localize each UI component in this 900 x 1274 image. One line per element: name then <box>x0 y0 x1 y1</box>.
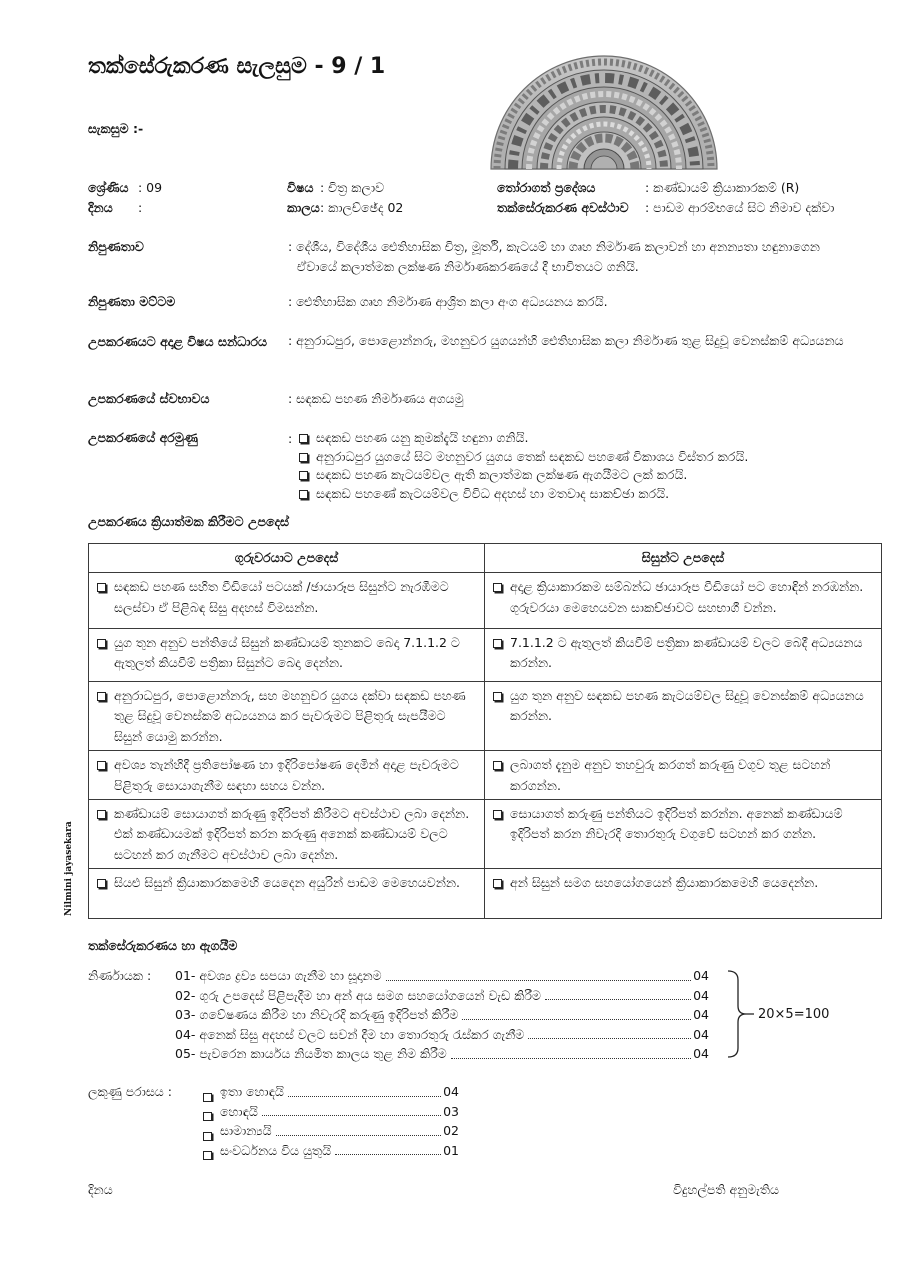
teacher-cell <box>89 628 485 681</box>
objective-text: සඳකඩ පහණේ කැටයම්වල විවිධ අදහස් හා මතවාද සාකච්ඡා කරයි. <box>316 485 670 501</box>
scale-row <box>203 1102 459 1122</box>
author-side-note: Nilmini jayasekara <box>64 821 74 917</box>
criterion-text: 03- ගවේෂණය කිරීම හා නිවැරදි කරුණු ඉදිරිපත් කිරීම <box>175 1007 459 1022</box>
scale-score: 01 <box>443 1142 459 1158</box>
dot-leader <box>386 980 692 981</box>
table-header-row <box>89 544 882 573</box>
student-cell <box>485 751 882 799</box>
dot-leader <box>262 1115 441 1116</box>
teacher-cell <box>89 573 485 628</box>
checkbox-icon <box>493 810 502 819</box>
checkbox-icon <box>299 471 308 480</box>
table-row <box>89 628 882 681</box>
criterion-score: 04 <box>693 1026 709 1042</box>
teacher-instruction-text: සඳකඩ පහණ සහිත වීඩියෝ පටයක් /ඡායාරූප සිසුන්ට නැරඹීමට සලස්වා ඒ පිළිබඳ සිසු අදහස් විමසන්න. <box>114 579 449 615</box>
table-row <box>89 681 882 750</box>
checkbox-icon <box>97 761 106 770</box>
criterion-score: 04 <box>693 987 709 1003</box>
scale-row <box>203 1141 459 1161</box>
brace-icon <box>726 968 754 1060</box>
student-instructions-header: සිසුන්ට උපදෙස් <box>485 544 882 573</box>
scale-score: 02 <box>443 1123 459 1138</box>
table-row <box>89 751 882 799</box>
footer-date-label: දිනය <box>88 1182 113 1197</box>
checkbox-icon <box>299 490 308 499</box>
dot-leader <box>528 1038 691 1039</box>
total-score: 20×5=100 <box>758 1007 830 1022</box>
tool-nature-value: : සඳකඩ පහණ නිර්මාණය අගයමු <box>288 391 464 406</box>
criterion-row <box>175 966 709 986</box>
student-instruction-text: යුග තුන අනුව සඳකඩ පහණ කැටයම්වල සිදුවූ වෙනස්කම් අධ්‍යයනය කරන්න. <box>510 687 864 724</box>
objective-text: සඳකඩ පහණ කැටයම්වල ඇති කලාත්මක ලක්ෂණ ඇගයීමට ලක් කරයි. <box>316 467 688 482</box>
checkbox-icon <box>97 639 106 648</box>
objectives-colon: : <box>288 431 293 446</box>
grade-value: : 09 <box>138 180 163 195</box>
competency-value: : දේශීය, විදේශීය ඓතිහාසික චිත්‍ර, මූර්ති, කැටයම් හා ගෘහ නිර්මාණ කලාවන් හා අනන්‍යතා හඳුනාගෙන ඒවායේ කලාත්මක ලක්ෂණ නිර්මාණකරණයේ දී භාවිතයට ගනියි. <box>288 239 820 274</box>
checkbox-icon <box>493 879 502 888</box>
teacher-instruction-text: අවශ්‍ය තැන්හිදී ප්‍රතිපෝෂණ හා ඉදිරිපෝෂණ දෙමින් අදාළ පැවරුමට පිළිතුරු සොයාගැනීම සඳහා සහය වන්න. <box>114 757 459 793</box>
criterion-text: 05- පැවරෙන කාර්යය නියමිත කාලය තුළ නිම කිරීම <box>175 1046 447 1061</box>
teacher-instruction-text: සියළු සිසුන් ක්‍රියාකාරකමෙහි යෙදෙන අයුරින් පාඩම මෙහෙයවන්න. <box>114 874 460 890</box>
subject-label: විෂය <box>287 180 314 195</box>
teacher-instruction-text: කණ්ඩායම් සොයාගත් කරුණු ඉදිරිපත් කිරීමට අවස්ථාව ලබා දෙන්න. එක් කණ්ඩායමක් ඉදිරිපත් කරන කරුණු අනෙක් කණ්ඩායම් වලට සටහන් කර ගැනීමට අවස්ථාව ලබා දෙන්න. <box>114 805 470 862</box>
assessment-stage-label: තක්සේරුකරණ අවස්ථාව <box>497 200 629 215</box>
dot-leader <box>462 1019 691 1020</box>
time-label: කාලය <box>287 200 320 215</box>
criterion-text: 04- අනෙක් සිසු අදහස් වලට සවන් දීම හා තොරතුරු රැස්කර ගැනීම <box>175 1026 525 1042</box>
student-cell <box>485 868 882 918</box>
evaluation-heading: තක්සේරුකරණය හා ඇගයීම <box>88 938 238 953</box>
criterion-score: 04 <box>693 1007 709 1022</box>
scale-score: 04 <box>443 1084 459 1099</box>
student-cell <box>485 799 882 868</box>
list-item <box>299 429 859 448</box>
competency-level-label: නිපුණතා මට්ටම <box>88 294 176 309</box>
teacher-cell <box>89 868 485 918</box>
table-row <box>89 868 882 918</box>
checkbox-icon <box>493 761 502 770</box>
list-item <box>299 485 859 504</box>
checkbox-icon <box>493 639 502 648</box>
instructions-heading: උපකරණය ක්‍රියාත්මක කිරීමට උපදෙස් <box>88 514 290 529</box>
table-row <box>89 573 882 628</box>
dot-leader <box>288 1096 441 1097</box>
criterion-text: 01- අවශ්‍ය ද්‍රව්‍ය සපයා ගැනීම හා සූදානම <box>175 968 382 983</box>
scale-text: හොඳයි <box>220 1103 258 1119</box>
criterion-row <box>175 986 709 1006</box>
selected-area-label: තෝරාගත් ප්‍රදේශය <box>497 180 596 195</box>
assessment-stage-value: : පාඩම ආරම්භයේ සිට නිමාව දක්වා <box>645 200 835 215</box>
scale-score: 03 <box>443 1103 459 1119</box>
checkbox-icon <box>299 434 308 443</box>
scale-row <box>203 1082 459 1102</box>
moonstone-image <box>487 54 721 170</box>
instructions-table <box>88 543 882 919</box>
prepared-by-label: සැකසුම :- <box>88 121 144 136</box>
tool-nature-label: උපකරණයේ ස්වභාවය <box>88 391 210 406</box>
checkbox-icon <box>493 692 502 701</box>
student-instruction-text: ලබාගත් දැනුම අනුව තහවුරු කරගත් කරුණු වගුව තුළ සටහන් කරගන්න. <box>510 757 831 793</box>
criterion-score: 04 <box>693 1046 709 1061</box>
grade-label: ශ්‍රේණිය <box>88 180 129 195</box>
list-item <box>299 466 859 485</box>
criteria-list <box>175 966 709 1062</box>
date-label: දිනය <box>88 200 113 215</box>
checkbox-icon <box>97 810 106 819</box>
criterion-score: 04 <box>693 968 709 983</box>
student-cell <box>485 681 882 750</box>
score-range-list <box>203 1082 459 1162</box>
competency-label: නිපුණතාව <box>88 239 144 254</box>
objective-text: සඳකඩ පහණ යනු කුමක්දැයි හඳුනා ගනියි. <box>316 430 529 445</box>
teacher-cell <box>89 799 485 868</box>
student-cell <box>485 573 882 628</box>
criterion-row <box>175 1025 709 1045</box>
scale-row <box>203 1121 459 1141</box>
checkbox-icon <box>203 1112 212 1121</box>
time-value: : කාලච්ඡේද 02 <box>320 200 404 215</box>
checkbox-icon <box>203 1151 212 1160</box>
dot-leader <box>335 1154 441 1155</box>
subject-value: : චිත්‍ර කලාව <box>320 180 385 195</box>
principal-approval-label: විදුහල්පති අනුමැතිය <box>673 1182 779 1197</box>
checkbox-icon <box>97 879 106 888</box>
subject-content-value: : අනුරාධපුර, පොළොන්නරු, මහනුවර යුගයන්හි ඓතිහාසික කලා නිර්මාණ තුළ සිදුවූ වෙනස්කම් අධ්‍යයනය <box>288 333 844 348</box>
criteria-label: නිර්ණායක : <box>88 968 152 983</box>
scale-text: සාමාන්‍යයි <box>220 1123 272 1138</box>
teacher-instruction-text: යුග තුන අනුව පන්තියේ සිසුන් කණ්ඩායම් තුනකට බෙදා 7.1.1.2 ට ඇතුලත් කියවීම් පත්‍රිකා සිසුන්ට බෙදා දෙන්න. <box>114 634 460 671</box>
student-instruction-text: 7.1.1.2 ට ඇතුලත් කියවීම් පත්‍රිකා කණ්ඩායම් වලට බෙදී අධ්‍යයනය කරන්න. <box>510 634 863 671</box>
objectives-label: උපකරණයේ අරමුණු <box>88 430 198 445</box>
dot-leader <box>545 999 691 1000</box>
checkbox-icon <box>203 1132 212 1141</box>
date-value: : <box>138 200 143 215</box>
score-range-label: ලකුණු පරාසය : <box>88 1084 172 1099</box>
table-row <box>89 799 882 868</box>
student-cell <box>485 628 882 681</box>
checkbox-icon <box>203 1093 212 1102</box>
teacher-instruction-text: අනුරාධපුර, පොළොන්නරු, සහ මහනුවර යුගය දක්වා සඳකඩ පහණ තුළ සිදුවූ වෙනස්කම් අධ්‍යයනය කර පැවරුමට පිළිතුරු සැපයීමට සිසුන් යොමු කරන්න. <box>114 687 466 744</box>
student-instruction-text: අදාළ ක්‍රියාකාරකම සම්බන්ධ ඡායාරූප වීඩියෝ පට හොඳින් නරඹන්න. ගුරුවරයා මෙහෙයවන සාකච්ඡාවට සහභාගී වන්න. <box>510 579 864 615</box>
objective-text: අනුරාධපුර යුගයේ සිට මහනුවර යුගය තෙක් සඳකඩ පහණේ විකාශය විස්තර කරයි. <box>316 448 749 464</box>
page-title: තක්සේරුකරණ සැලසුම - 9 / 1 <box>88 54 386 79</box>
objectives-list <box>299 429 859 513</box>
criterion-row <box>175 1044 709 1062</box>
checkbox-icon <box>97 692 106 701</box>
checkbox-icon <box>299 453 308 462</box>
dot-leader <box>451 1058 691 1059</box>
criterion-row <box>175 1005 709 1025</box>
scale-text: ඉතා හොඳයි <box>220 1084 284 1099</box>
competency-level-value: : ඓතිහාසික ගෘහ නිර්මාණ ආශ්‍රිත කලා අංග අධ්‍යයනය කරයි. <box>288 294 608 309</box>
selected-area-value: : කණ්ඩායම් ක්‍රියාකාරකම් (R) <box>645 180 800 195</box>
subject-content-label: උපකරණයට අදාළ විෂය සන්ධාරය <box>88 334 268 349</box>
student-instruction-text: සොයාගත් කරුණු පන්තියට ඉදිරිපත් කරන්න. අනෙක් කණ්ඩායම් ඉදිරිපත් කරන නිවැරදි තොරතුරු වගුවේ සටහන් කර ගන්න. <box>510 805 843 842</box>
teacher-cell <box>89 751 485 799</box>
checkbox-icon <box>493 583 502 592</box>
student-instruction-text: අන් සිසුන් සමග සහයෝගයෙන් ක්‍රියාකාරකමෙහි යෙදෙන්න. <box>510 874 819 890</box>
teacher-instructions-header: ගුරුවරයාට උපදෙස් <box>89 544 485 573</box>
dot-leader <box>276 1135 442 1136</box>
list-item <box>299 448 859 467</box>
criterion-text: 02- ගුරු උපදෙස් පිළිපැදීම හා අන් අය සමග සහයෝගයෙන් වැඩ කිරීම <box>175 987 541 1003</box>
scale-text: සංවර්ධනය විය යුතුයි <box>220 1142 332 1158</box>
checkbox-icon <box>97 583 106 592</box>
teacher-cell <box>89 681 485 750</box>
